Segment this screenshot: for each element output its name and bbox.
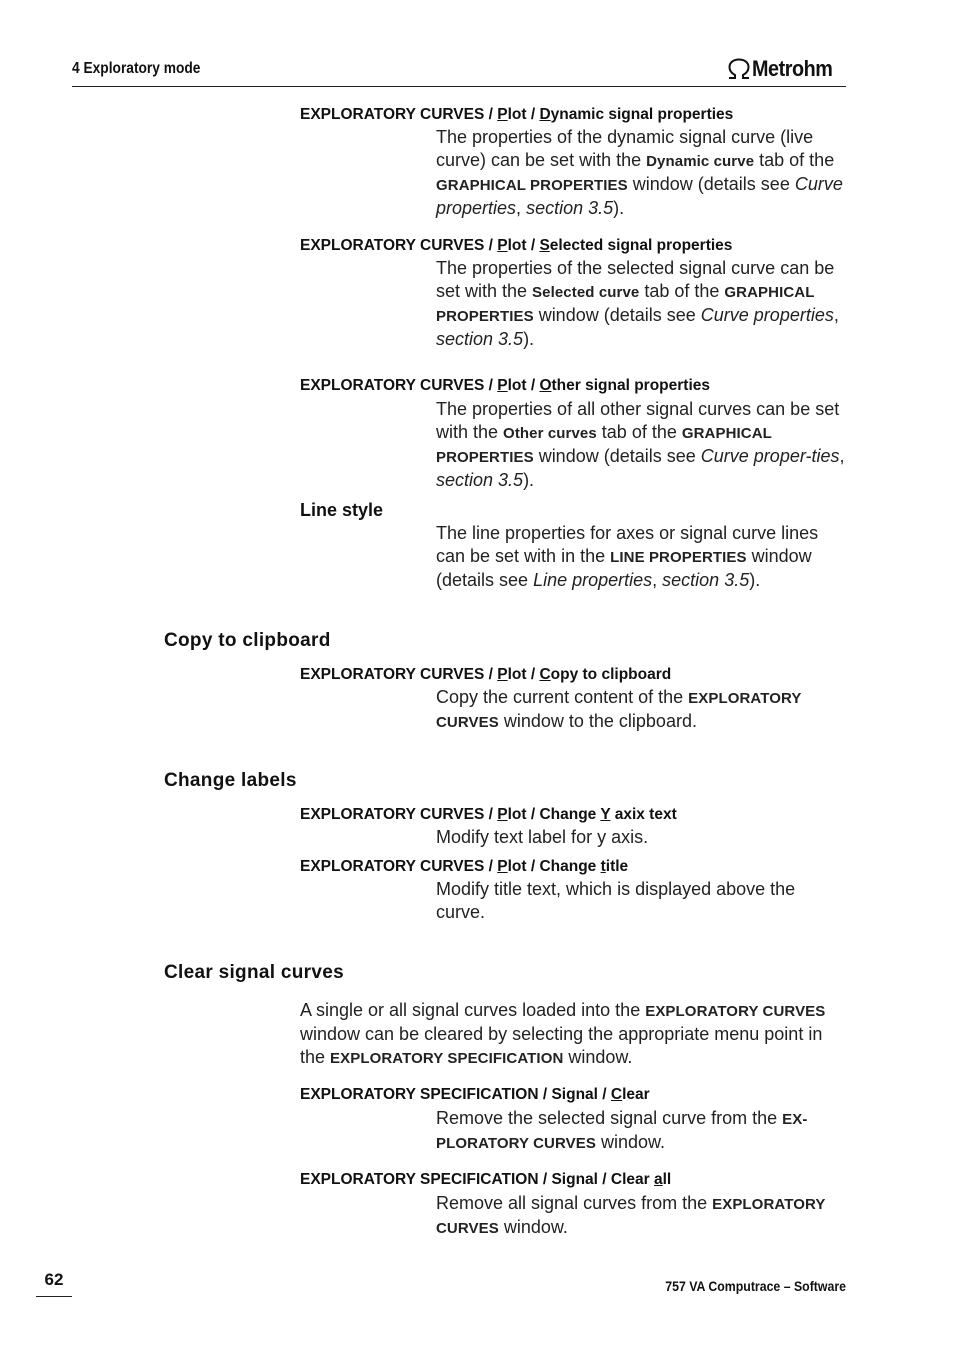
menu-path-y-axis: EXPLORATORY CURVES / Plot / Change Y axix text — [300, 806, 677, 823]
clear-description: Remove the selected signal curve from the EX-PLORATORY CURVES window. — [436, 1108, 808, 1152]
menu-path-dynamic: EXPLORATORY CURVES / Plot / Dynamic signal properties — [300, 106, 734, 123]
header-divider — [72, 86, 846, 87]
chapter-title: 4 Exploratory mode — [72, 60, 201, 77]
page-number: 62 — [36, 1270, 72, 1297]
y-axis-description: Modify text label for y axis. — [436, 827, 649, 847]
line-style-description: The line properties for axes or signal curve lines can be set with in the LINE PROPERTIES window (details see Line properties, section 3.5). — [436, 523, 819, 590]
menu-path-other: EXPLORATORY CURVES / Plot / Other signal properties — [300, 377, 710, 394]
title-description: Modify title text, which is displayed above the curve. — [436, 879, 796, 922]
menu-path-copy: EXPLORATORY CURVES / Plot / Copy to clipboard — [300, 666, 672, 683]
line-style-heading: Line style — [300, 500, 384, 520]
menu-path-clear-all: EXPLORATORY SPECIFICATION / Signal / Clear all — [300, 1171, 672, 1188]
menu-path-clear: EXPLORATORY SPECIFICATION / Signal / Clear — [300, 1086, 650, 1103]
metrohm-logo — [726, 56, 841, 82]
clear-heading: Clear signal curves — [164, 962, 344, 983]
other-description: The properties of all other signal curves can be set with the Other curves tab of the GRAPHICAL PROPERTIES window (details see Curve proper-ties, section 3.5). — [436, 399, 845, 490]
clear-intro: A single or all signal curves loaded into the EXPLORATORY CURVES window can be cleared by selecting the appropriate menu point in the EXPLORATORY SPECIFICATION window. — [300, 1000, 826, 1067]
omega-icon — [726, 58, 752, 80]
menu-path-title: EXPLORATORY CURVES / Plot / Change title — [300, 858, 629, 875]
labels-heading: Change labels — [164, 770, 297, 791]
dynamic-description: The properties of the dynamic signal curve (live curve) can be set with the Dynamic curve tab of the GRAPHICAL PROPERTIES window (details see Curve properties, section 3.5). — [436, 127, 843, 218]
logo-wordmark: Metrohm — [752, 56, 833, 81]
selected-description: The properties of the selected signal curve can be set with the Selected curve tab of the GRAPHICAL PROPERTIES window (details see Curve properties, section 3.5). — [436, 258, 839, 349]
copy-description: Copy the current content of the EXPLORATORY CURVES window to the clipboard. — [436, 687, 802, 731]
copy-heading: Copy to clipboard — [164, 630, 331, 651]
menu-path-selected: EXPLORATORY CURVES / Plot / Selected signal properties — [300, 237, 733, 254]
product-name: 757 VA Computrace – Software — [665, 1278, 846, 1294]
clear-all-description: Remove all signal curves from the EXPLORATORY CURVES window. — [436, 1193, 826, 1237]
